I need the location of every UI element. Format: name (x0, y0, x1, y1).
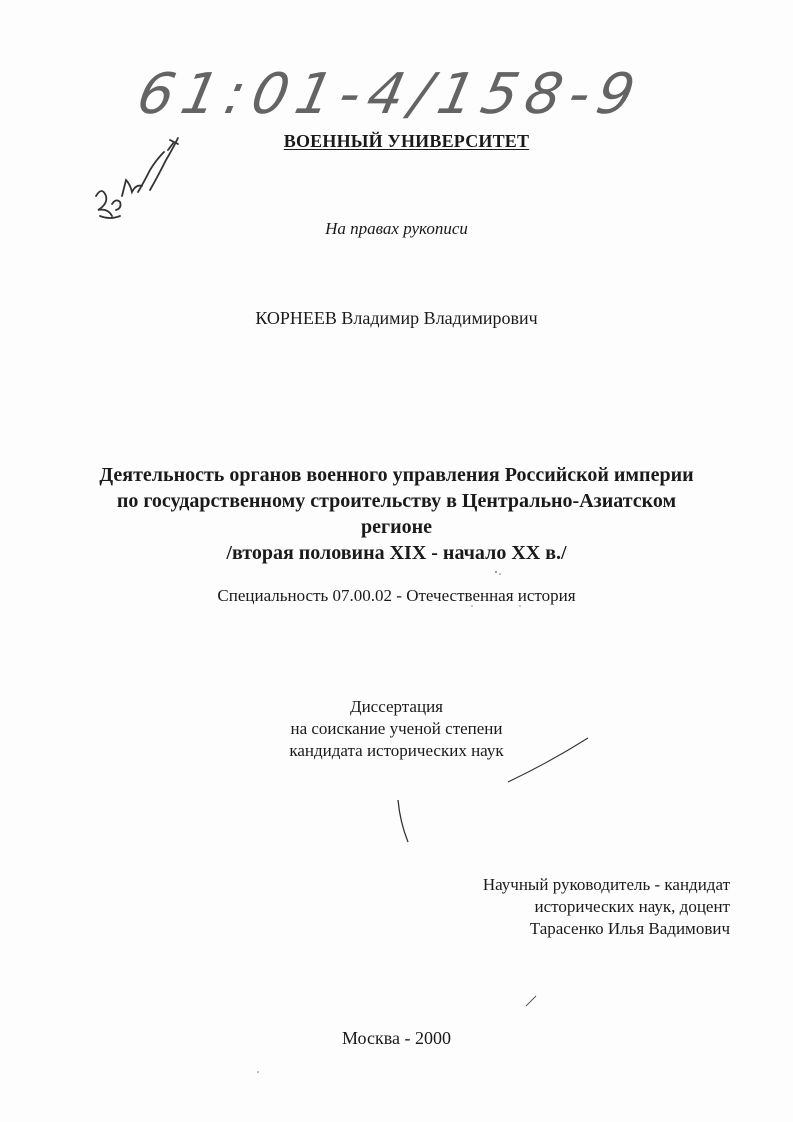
scientific-supervisor (400, 874, 730, 940)
author-name: КОРНЕЕВ Владимир Владимирович (255, 308, 538, 328)
title-line: Деятельность органов военного управления Российской империи (99, 464, 694, 486)
archive-code-handwritten: 61:01-4/158-9 (131, 62, 649, 127)
degree-line: на соискание ученой степени (290, 719, 503, 738)
dissertation-degree (0, 696, 793, 762)
degree-line: кандидата исторических наук (289, 741, 504, 760)
dissertation-title (60, 462, 733, 566)
scan-specks (257, 571, 521, 1073)
title-line: /вторая половина XIX - начало XX в./ (226, 542, 567, 564)
supervisor-line: Научный руководитель - кандидат (482, 875, 730, 894)
degree-line: Диссертация (349, 697, 443, 716)
title-line: регионе (360, 516, 432, 538)
supervisor-line: Тарасенко Илья Вадимович (529, 919, 730, 938)
specialty-line: Специальность 07.00.02 - Отечественная история (217, 586, 576, 605)
supervisor-line: исторических наук, доцент (534, 897, 730, 916)
pen-stroke-tick (526, 996, 536, 1006)
pen-stroke-curve (398, 800, 408, 842)
university-heading: ВОЕННЫЙ УНИВЕРСИТЕТ (283, 131, 530, 151)
place-and-year: Москва - 2000 (342, 1028, 451, 1048)
manuscript-note: На правах рукописи (325, 219, 468, 238)
title-line: по государственному строительству в Центрально-Азиатском (116, 490, 677, 512)
